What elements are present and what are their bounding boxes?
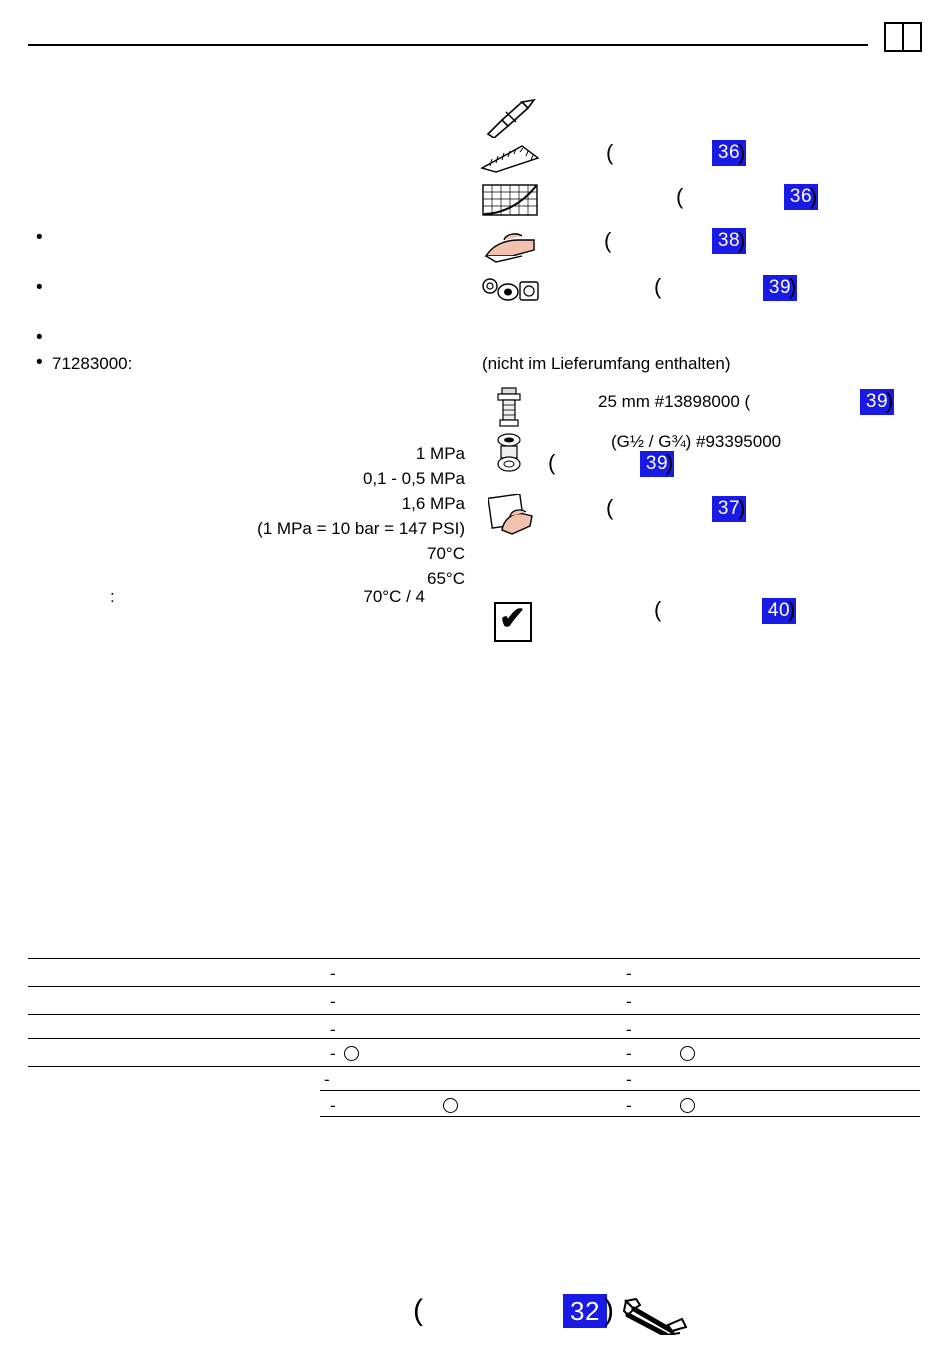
- table-rule: [320, 1116, 920, 1117]
- table-rule: [28, 1038, 920, 1039]
- page-ref-badge-39c[interactable]: 39: [640, 451, 674, 477]
- table-cell-dash: -: [324, 1070, 330, 1089]
- table-cell-dash: -: [330, 1044, 336, 1063]
- page-ref-paren-open-7: (: [606, 495, 614, 520]
- page-ref-badge-39a[interactable]: 39: [763, 275, 797, 301]
- tech-data-value-5: 70°C: [427, 544, 465, 563]
- page-ref-badge-37[interactable]: 37: [712, 496, 746, 522]
- table-rule: [28, 1066, 920, 1067]
- page-ref-paren-open-3: (: [604, 228, 612, 253]
- table-cell-circle: [680, 1046, 695, 1061]
- page-ref-badge-40[interactable]: 40: [762, 598, 796, 624]
- table-cell-dash: -: [330, 1020, 336, 1039]
- book-icon: [884, 22, 922, 52]
- page-ref-paren-open-2: (: [676, 184, 684, 209]
- page-ref-badge-39b[interactable]: 39: [860, 389, 894, 415]
- table-cell-dash: -: [626, 1070, 632, 1089]
- table-cell-dash: -: [626, 992, 632, 1011]
- checkmark-glyph: ✔: [499, 600, 526, 636]
- hose-spec-text: 25 mm #13898000 (: [598, 392, 751, 411]
- hand-install-icon: [482, 230, 540, 264]
- table-cell-dash: -: [330, 992, 336, 1011]
- tech-data-value-1: 1 MPa: [415, 444, 465, 463]
- page-ref-paren-open-4: (: [654, 274, 662, 299]
- fittings-icon: [480, 272, 542, 306]
- page-ref-badge-32[interactable]: 32: [563, 1294, 607, 1328]
- table-rule: [28, 986, 920, 987]
- page-ref-badge-36b[interactable]: 36: [784, 184, 818, 210]
- page-ref-paren-close-6: ): [666, 450, 674, 475]
- tech-data-value-6: 65°C: [427, 569, 465, 588]
- ruler-icon: [480, 144, 542, 174]
- table-rule: [320, 1090, 920, 1091]
- page-ref-paren-close-3: ): [738, 228, 746, 253]
- table-cell-dash: -: [626, 1096, 632, 1115]
- tech-data-label-7: :: [110, 587, 115, 606]
- table-rule: [28, 958, 920, 959]
- wrench-icon: [622, 1297, 688, 1335]
- caulk-gun-icon: [482, 98, 540, 138]
- list-item-bullet-2: •: [36, 277, 43, 298]
- list-item-label-4: 71283000:: [52, 354, 133, 373]
- page-ref-paren-open-8: (: [654, 597, 662, 622]
- page-ref-paren-open-1: (: [606, 140, 614, 165]
- tech-data-value-7: 70°C / 4: [363, 587, 425, 606]
- flow-chart-icon: [482, 184, 538, 216]
- connector-spec-text: (G½ / G¾) #93395000: [611, 432, 782, 451]
- table-cell-circle: [443, 1098, 458, 1113]
- table-rule: [28, 1014, 920, 1015]
- page-ref-paren-close-5: ): [886, 388, 894, 413]
- table-cell-dash: -: [330, 1096, 336, 1115]
- table-cell-dash: -: [330, 964, 336, 983]
- footer-paren-close: ): [604, 1294, 614, 1327]
- page-ref-paren-close-4: ): [789, 274, 797, 299]
- tech-data-value-2: 0,1 - 0,5 MPa: [362, 469, 465, 488]
- hand-card-icon: [488, 494, 536, 536]
- footer-paren-open: (: [413, 1294, 423, 1327]
- page-ref-badge-38[interactable]: 38: [712, 228, 746, 254]
- table-cell-dash: -: [626, 1044, 632, 1063]
- tech-data-value-4: (1 MPa = 10 bar = 147 PSI): [257, 519, 465, 538]
- page-ref-paren-close-2: ): [810, 184, 818, 209]
- page-ref-paren-close-1: ): [738, 140, 746, 165]
- tech-data-value-3: 1,6 MPa: [401, 494, 465, 513]
- page-ref-paren-close-7: ): [738, 495, 746, 520]
- table-cell-dash: -: [626, 964, 632, 983]
- table-cell-circle: [680, 1098, 695, 1113]
- list-item-bullet-3: •: [36, 327, 43, 348]
- page-ref-paren-open-6: (: [548, 450, 556, 475]
- table-cell-dash: -: [626, 1020, 632, 1039]
- header-rule: [28, 44, 868, 46]
- list-item-bullet-4: •: [36, 352, 43, 373]
- connector-icon: [492, 432, 526, 474]
- hose-fitting-icon: [492, 386, 526, 428]
- table-cell-circle: [344, 1046, 359, 1061]
- page-ref-badge-36a[interactable]: 36: [712, 140, 746, 166]
- not-included-note: (nicht im Lieferumfang enthalten): [482, 354, 731, 373]
- page-ref-paren-close-8: ): [788, 597, 796, 622]
- list-item-bullet-1: •: [36, 227, 43, 248]
